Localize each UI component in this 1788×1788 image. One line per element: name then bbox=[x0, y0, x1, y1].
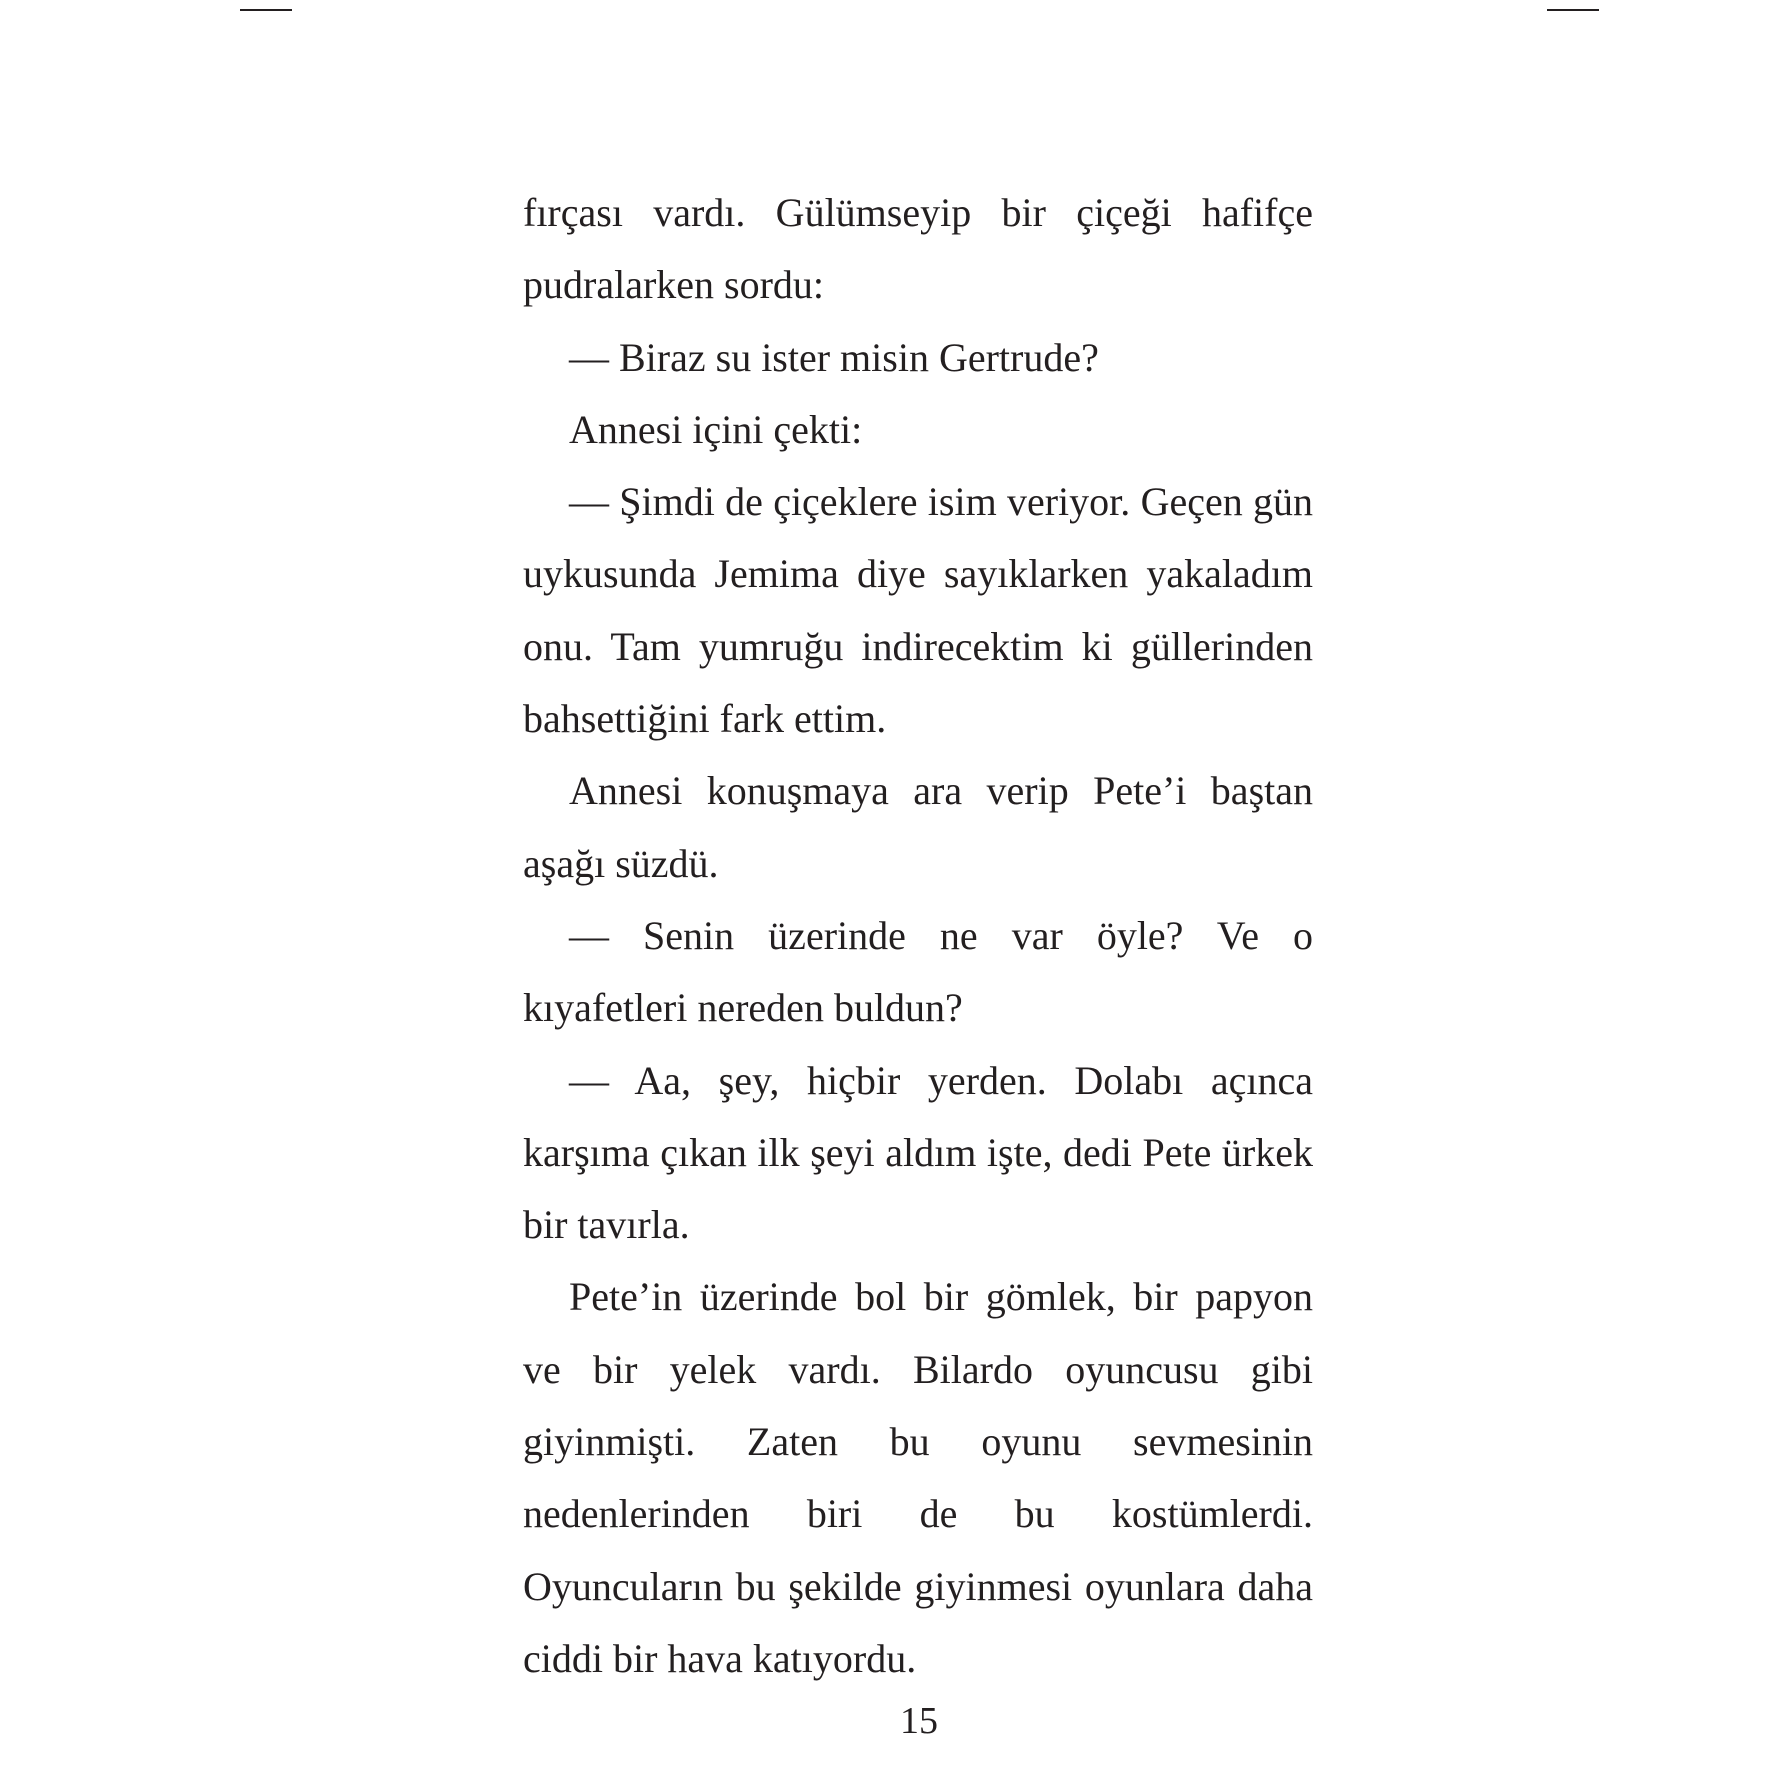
page-number: 15 bbox=[900, 1700, 938, 1742]
paragraph-3: Annesi içini çekti: bbox=[569, 406, 863, 452]
paragraph-4: — Şimdi de çiçeklere isim veriyor. Geçen gün uykusunda Jemima diye sayıklarken yakaladım onu. Tam yumruğu indirecektim ki güllerinden bahsettiğini fark ettim. bbox=[523, 479, 1313, 742]
body-text bbox=[523, 177, 1313, 1695]
paragraph-5: Annesi konuşmaya ara verip Pete’i baştan aşağı süzdü. bbox=[523, 768, 1313, 886]
paragraph-1: fırçası vardı. Gülümseyip bir çiçeği hafifçe pudralarken sordu: bbox=[523, 190, 1313, 308]
paragraph-2: — Biraz su ister misin Gertrude? bbox=[569, 334, 1099, 380]
crop-mark-left bbox=[240, 9, 292, 11]
paragraph-6: — Senin üzerinde ne var öyle? Ve o kıyafetleri nereden buldun? bbox=[523, 912, 1313, 1031]
crop-mark-right bbox=[1547, 9, 1599, 11]
paragraph-8: Pete’in üzerinde bol bir gömlek, bir papyon ve bir yelek vardı. Bilardo oyuncusu gibi giyinmişti. Zaten bu oyunu sevmesinin nedenlerinden biri de bu kostümlerdi. Oyuncuların bu şekilde giyinmesi oyunlara daha ciddi bir hava katıyordu. bbox=[523, 1274, 1313, 1681]
paragraph-7: — Aa, şey, hiçbir yerden. Dolabı açınca karşıma çıkan ilk şeyi aldım işte, dedi Pete ürkek bir tavırla. bbox=[523, 1057, 1313, 1248]
